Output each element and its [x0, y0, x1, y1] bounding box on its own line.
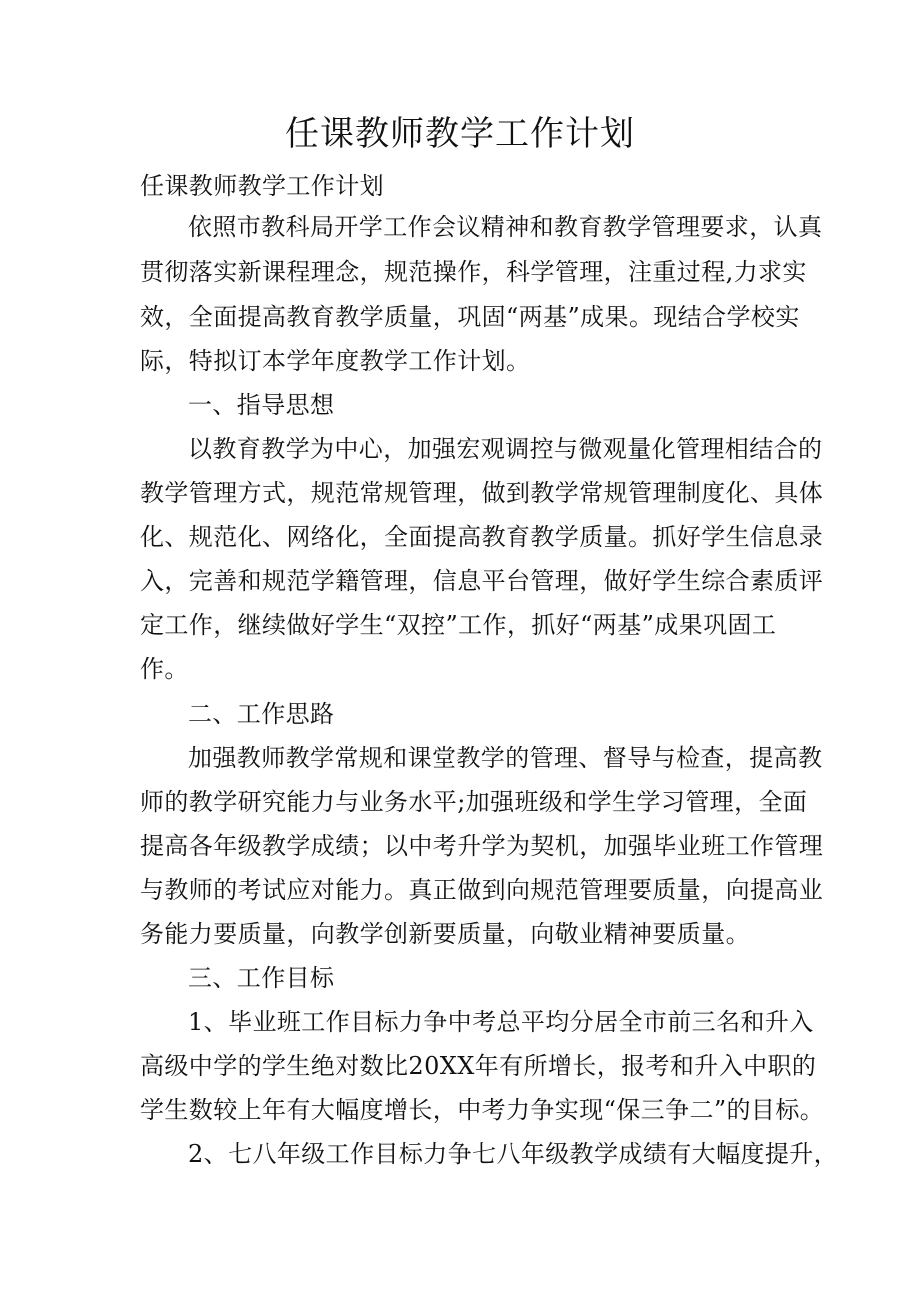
section-heading: 三、工作目标	[188, 964, 335, 992]
body-line: 加强教师教学常规和课堂教学的管理、督导与检查，提高教	[188, 744, 823, 772]
body-line: 师的教学研究能力与业务水平;加强班级和学生学习管理，全面	[140, 788, 808, 816]
document-subtitle: 任课教师教学工作计划	[140, 172, 384, 200]
body-line: 定工作，继续做好学生“双控”工作，抓好“两基”成果巩固工	[140, 611, 777, 639]
section-heading: 一、指导思想	[188, 391, 335, 419]
body-line: 贯彻落实新课程理念，规范操作，科学管理，注重过程,力求实	[140, 258, 807, 286]
body-line: 学生数较上年有大幅度增长，中考力争实现“保三争二”的目标。	[140, 1096, 825, 1124]
section-heading: 二、工作思路	[188, 700, 335, 728]
body-line: 入，完善和规范学籍管理，信息平台管理，做好学生综合素质评	[140, 567, 824, 595]
body-line: 效，全面提高教育教学质量，巩固“两基”成果。现结合学校实	[140, 303, 800, 331]
body-line: 教学管理方式，规范常规管理，做到教学常规管理制度化、具体	[140, 479, 824, 507]
body-line: 际，特拟订本学年度教学工作计划。	[140, 347, 531, 375]
body-line: 高级中学的学生绝对数比20XX年有所增长，报考和升入中职的	[140, 1052, 817, 1080]
body-line: 以教育教学为中心，加强宏观调控与微观量化管理相结合的	[188, 435, 823, 463]
body-line: 1、毕业班工作目标力争中考总平均分居全市前三名和升入	[188, 1008, 814, 1036]
body-line: 提高各年级教学成绩；以中考升学为契机，加强毕业班工作管理	[140, 832, 824, 860]
body-line: 务能力要质量，向教学创新要质量，向敬业精神要质量。	[140, 920, 750, 948]
body-line: 化、规范化、网络化，全面提高教育教学质量。抓好学生信息录	[140, 523, 824, 551]
document-title: 任课教师教学工作计划	[285, 114, 635, 154]
body-line: 作。	[140, 655, 189, 683]
body-line: 与教师的考试应对能力。真正做到向规范管理要质量，向提高业	[140, 876, 824, 904]
body-line: 依照市教科局开学工作会议精神和教育教学管理要求，认真	[188, 213, 823, 241]
body-line: 2、七八年级工作目标力争七八年级教学成绩有大幅度提升，	[188, 1140, 839, 1168]
